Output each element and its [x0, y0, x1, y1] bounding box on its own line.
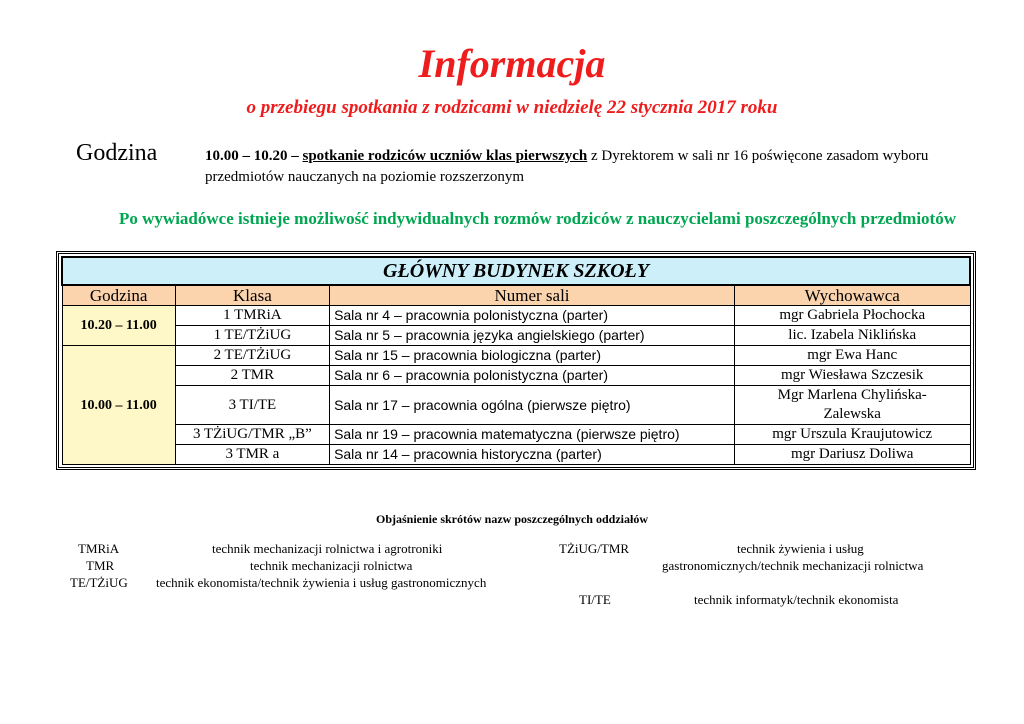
schedule-table [61, 256, 971, 465]
wychowawca-cell: mgr Dariusz Doliwa [734, 445, 970, 465]
legend-abbr: TMRiA [78, 541, 120, 556]
legend-desc-continued: gastronomicznych/technik mechanizacji rolnictwa [662, 558, 924, 573]
legend-abbr: TE/TŻiUG [70, 575, 128, 590]
col-header-godzina: Godzina [62, 285, 175, 306]
sala-cell: Sala nr 14 – pracownia historyczna (parter) [330, 445, 735, 465]
sala-cell: Sala nr 5 – pracownia języka angielskiego (parter) [330, 326, 735, 346]
notice-text: Po wywiadówce istnieje możliwość indywidualnych rozmów rodziców z nauczycielami poszczególnych przedmiotów [119, 209, 956, 228]
legend-abbr: TŻiUG/TMR [559, 541, 630, 556]
schedule-table-frame [56, 251, 976, 470]
table-row [62, 425, 970, 445]
table-row [62, 306, 970, 326]
sala-cell: Sala nr 19 – pracownia matematyczna (pierwsze piętro) [330, 425, 735, 445]
col-header-wychowawca: Wychowawca [734, 285, 970, 306]
klasa-cell: 3 TI/TE [175, 386, 329, 425]
wychowawca-cell: mgr Urszula Kraujutowicz [734, 425, 970, 445]
legend-desc: technik żywienia i usług [737, 541, 864, 556]
klasa-cell: 3 TMR a [175, 445, 329, 465]
schedule-time: 10.00 – 10.20 – [205, 148, 299, 164]
legend-desc: technik ekonomista/technik żywienia i usług gastronomicznych [156, 575, 487, 590]
wychowawca-cell: mgr Ewa Hanc [734, 346, 970, 366]
sala-cell: Sala nr 15 – pracownia biologiczna (parter) [330, 346, 735, 366]
wychowawca-cell: mgr Wiesława Szczesik [734, 366, 970, 386]
col-header-klasa: Klasa [175, 285, 329, 306]
page-title: Informacja [418, 41, 606, 86]
legend-abbr: TI/TE [579, 592, 611, 607]
table-row [62, 346, 970, 366]
col-header-numer-sali: Numer sali [330, 285, 735, 306]
wychowawca-cell: mgr Gabriela Płochocka [734, 306, 970, 326]
time-cell: 10.00 – 11.00 [62, 346, 175, 465]
legend-desc: technik informatyk/technik ekonomista [694, 592, 899, 607]
time-cell: 10.20 – 11.00 [62, 306, 175, 346]
schedule-label: Godzina [76, 140, 158, 166]
klasa-cell: 1 TE/TŻiUG [175, 326, 329, 346]
klasa-cell: 2 TE/TŻiUG [175, 346, 329, 366]
wychowawca-cell: lic. Izabela Niklińska [734, 326, 970, 346]
table-row [62, 386, 970, 425]
wychowawca-cell: Mgr Marlena Chylińska-Zalewska [734, 386, 970, 425]
schedule-description: z Dyrektorem w sali nr 16 poświęcone zasadom wyboru przedmiotów nauczanych na poziomie rozszerzonym [205, 148, 929, 185]
table-row [62, 445, 970, 465]
schedule-event: spotkanie rodziców uczniów klas pierwszych [302, 148, 588, 164]
table-row [62, 366, 970, 386]
table-row [62, 326, 970, 346]
page-subtitle: o przebiegu spotkania z rodzicami w niedzielę 22 stycznia 2017 roku [246, 97, 778, 118]
sala-cell: Sala nr 6 – pracownia polonistyczna (parter) [330, 366, 735, 386]
sala-cell: Sala nr 4 – pracownia polonistyczna (parter) [330, 306, 735, 326]
schedule-text [205, 146, 995, 188]
legend-desc: technik mechanizacji rolnictwa i agrotroniki [212, 541, 443, 556]
klasa-cell: 2 TMR [175, 366, 329, 386]
klasa-cell: 3 TŻiUG/TMR „B” [175, 425, 329, 445]
table-title: GŁÓWNY BUDYNEK SZKOŁY [62, 257, 970, 285]
sala-cell: Sala nr 17 – pracownia ogólna (pierwsze piętro) [330, 386, 735, 425]
klasa-cell: 1 TMRiA [175, 306, 329, 326]
legend-title: Objaśnienie skrótów nazw poszczególnych oddziałów [375, 512, 648, 526]
legend-abbr: TMR [86, 558, 115, 573]
legend-desc: technik mechanizacji rolnictwa [250, 558, 413, 573]
